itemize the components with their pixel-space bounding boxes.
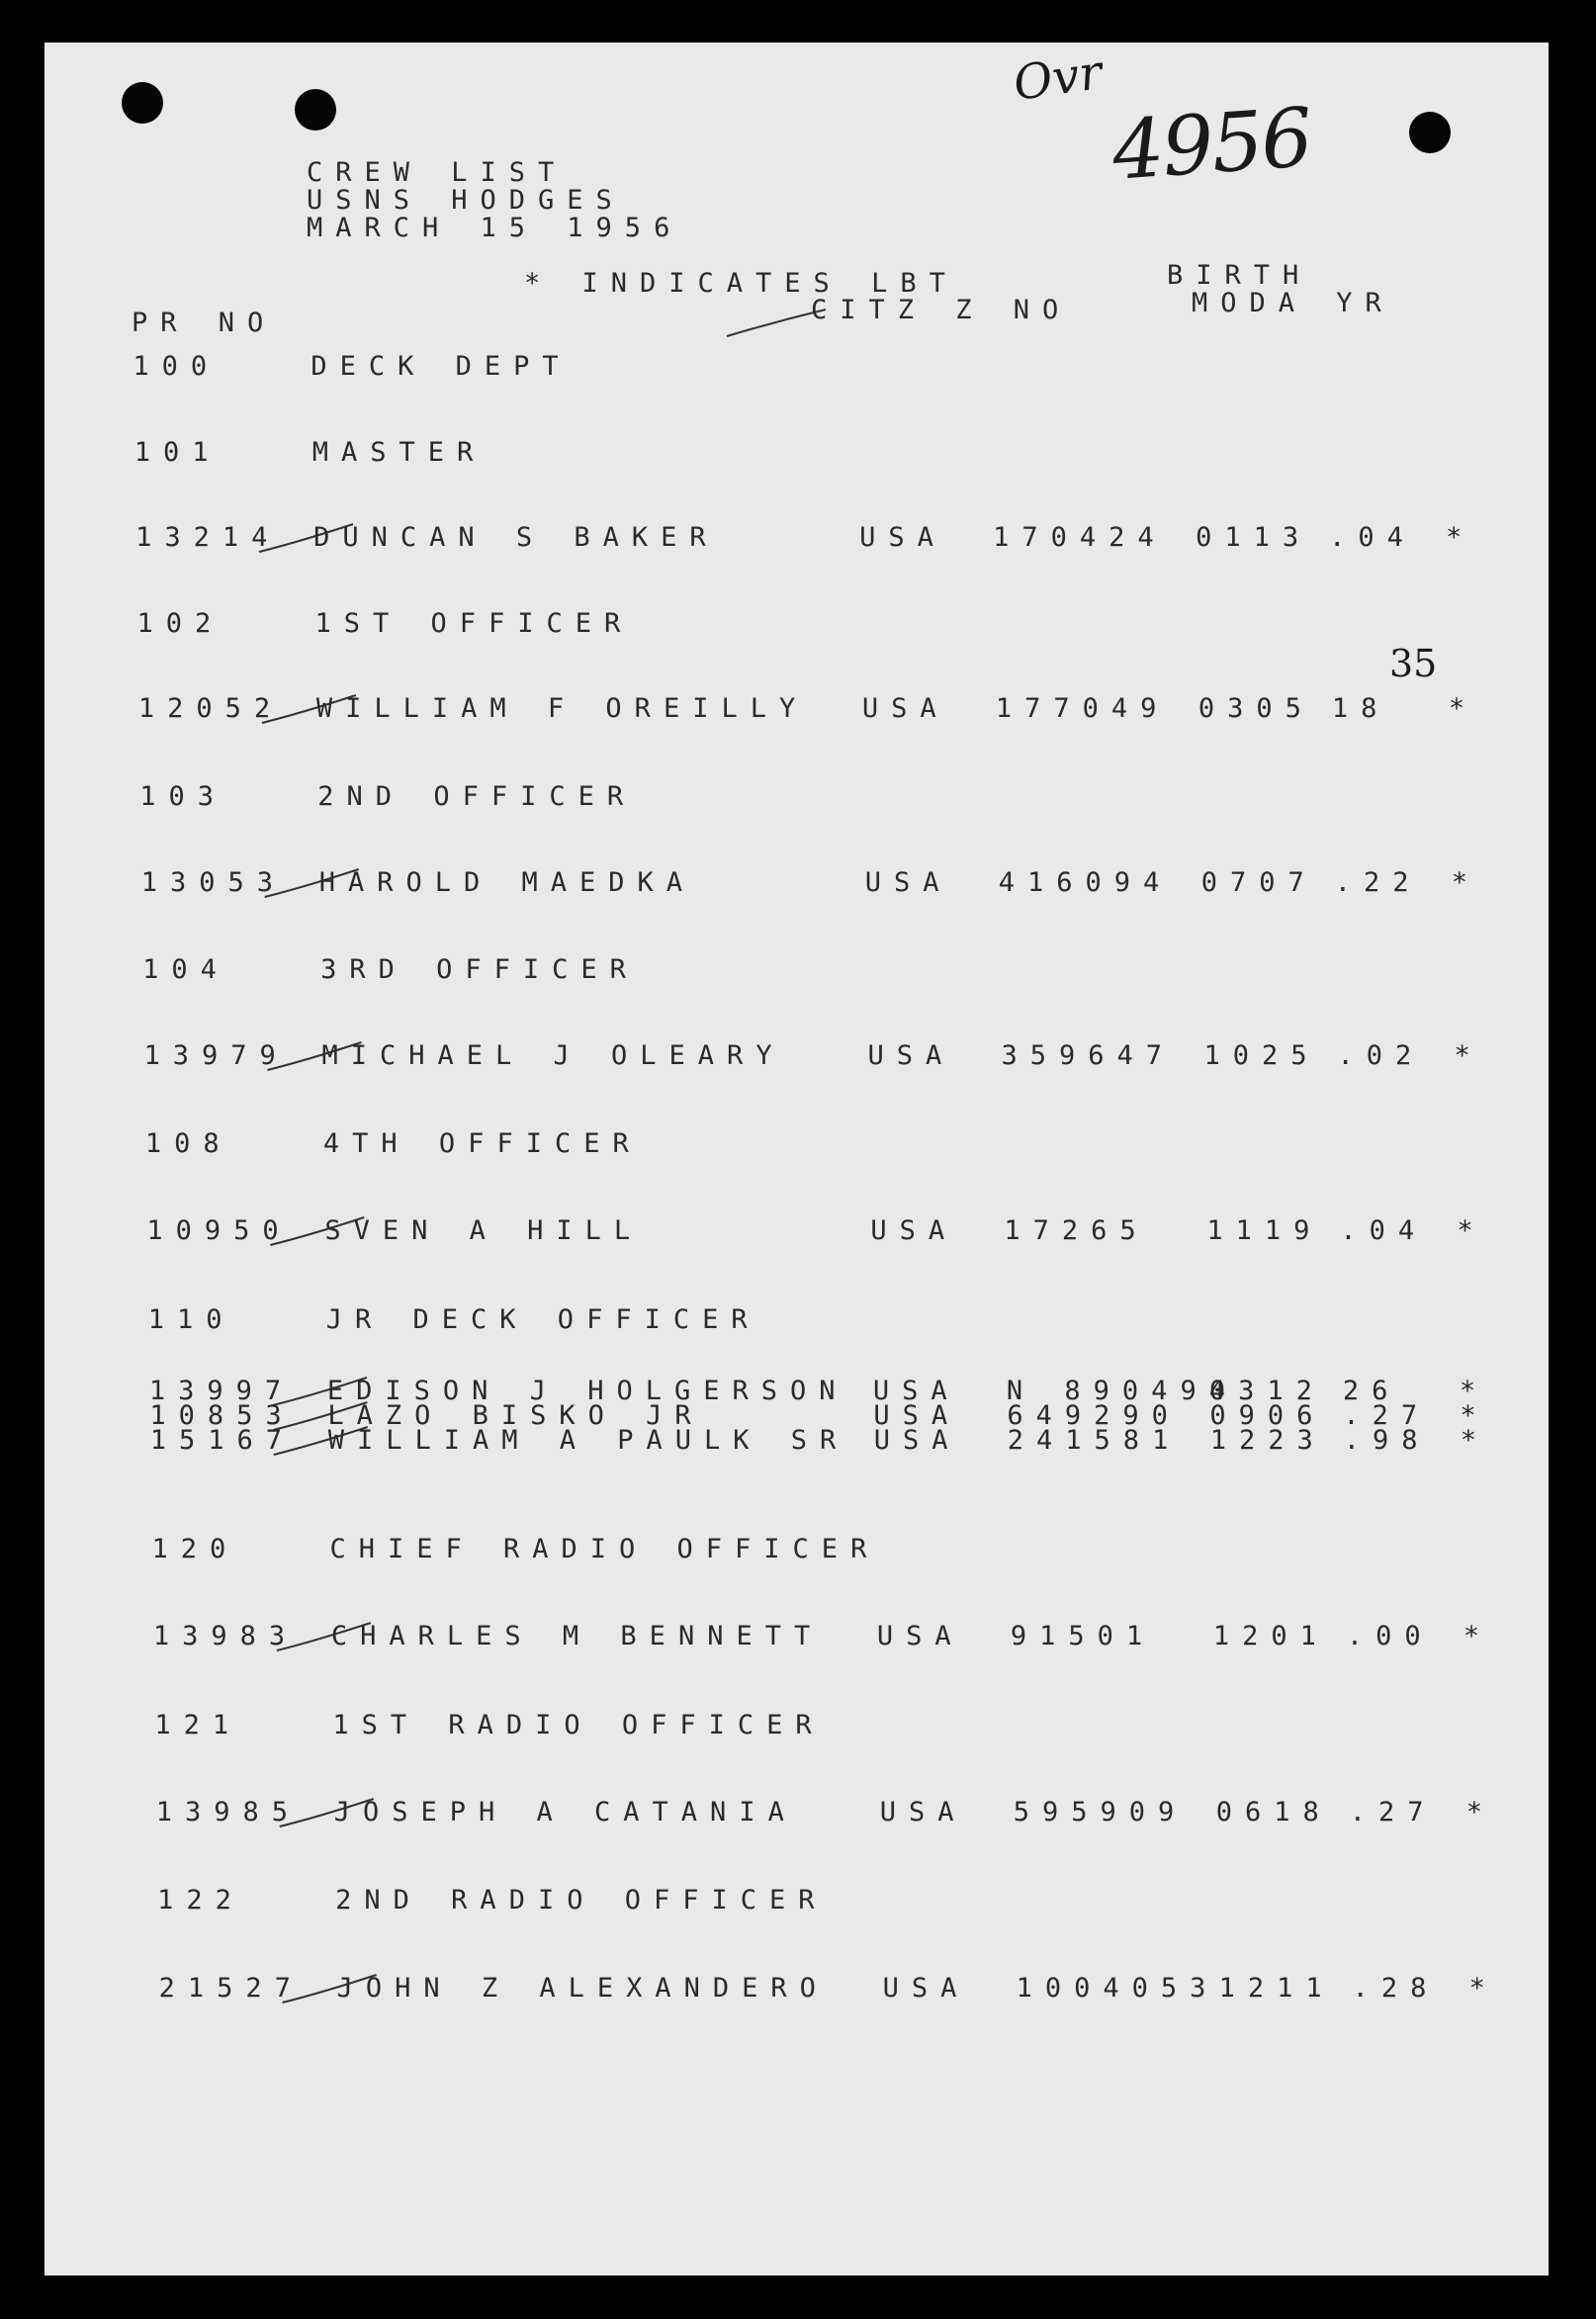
birth-year: .22 — [1334, 867, 1422, 898]
birth-year: .98 — [1343, 1425, 1431, 1456]
lbt-indicator: * — [1465, 1797, 1495, 1828]
crew-name: JOSEPH A CATANIA — [333, 1797, 797, 1828]
pr-number: 104 — [142, 954, 229, 985]
header-citz-z-no: CITZ Z NO — [811, 295, 1072, 325]
header-moda-yr: MODA YR — [1192, 288, 1394, 318]
crew-name: SVEN A HILL — [324, 1215, 644, 1246]
pr-number: 10950 — [146, 1215, 292, 1246]
lbt-indicator: * — [1448, 693, 1478, 724]
pr-number: 13214 — [135, 522, 281, 553]
header-pr-no: PR NO — [132, 308, 277, 338]
page-number: 35 — [1389, 642, 1438, 685]
pr-number: 120 — [151, 1534, 239, 1564]
header-crew-list: CREW LIST — [307, 157, 568, 188]
pr-number: 13985 — [155, 1797, 302, 1828]
citizenship: USA — [861, 693, 949, 724]
header-birth: BIRTH — [1167, 260, 1312, 291]
section-title: 1ST OFFICER — [314, 608, 634, 639]
birth-moda: 0312 — [1208, 1376, 1325, 1406]
crew-name: JOHN Z ALEXANDERO — [336, 1973, 829, 2004]
crew-name: MICHAEL J OLEARY — [321, 1040, 785, 1071]
crew-name: CHARLES M BENNETT — [330, 1621, 824, 1651]
birth-moda: 0305 — [1197, 693, 1314, 724]
pr-number: 21527 — [158, 1973, 304, 2004]
pr-number: 110 — [147, 1304, 235, 1335]
section-title: JR DECK OFFICER — [325, 1304, 760, 1335]
citizenship: USA — [872, 1376, 960, 1406]
birth-moda: 1201 — [1212, 1621, 1329, 1651]
crew-name: WILLIAM F OREILLY — [315, 693, 809, 724]
lbt-indicator: * — [1457, 1215, 1486, 1246]
birth-moda: 1025 — [1203, 1040, 1320, 1071]
citizenship: USA — [879, 1797, 967, 1828]
citizenship: USA — [870, 1215, 958, 1246]
handwritten-mark: Ovr — [1010, 45, 1106, 112]
birth-year: 18 — [1331, 693, 1390, 724]
section-title: 2ND RADIO OFFICER — [335, 1885, 828, 1916]
handwritten-check-marks — [44, 43, 1549, 2275]
birth-year: 26 — [1342, 1376, 1401, 1406]
lbt-indicator: * — [1463, 1621, 1493, 1651]
z-number: 241581 — [1007, 1425, 1182, 1456]
birth-moda: 0113 — [1196, 522, 1312, 553]
section-title: 4TH OFFICER — [322, 1128, 642, 1159]
z-number: N 890494 — [1006, 1376, 1238, 1406]
pr-number: 102 — [136, 608, 224, 639]
z-number: 177049 — [995, 693, 1170, 724]
birth-year: .02 — [1337, 1040, 1425, 1071]
citizenship: USA — [864, 867, 952, 898]
section-title: MASTER — [311, 437, 487, 468]
pr-number: 13053 — [140, 867, 286, 898]
pr-number: 101 — [133, 437, 222, 468]
pr-number: 13983 — [152, 1621, 299, 1651]
header-date: MARCH 15 1956 — [307, 213, 683, 243]
crew-name: WILLIAM A PAULK SR — [327, 1425, 849, 1456]
z-number: 359647 — [1001, 1040, 1176, 1071]
birth-year: .28 — [1352, 1973, 1440, 2004]
citizenship: USA — [882, 1973, 970, 2004]
lbt-indicator: * — [1460, 1400, 1489, 1431]
pr-number: 10853 — [149, 1400, 295, 1431]
pr-number: 108 — [144, 1128, 232, 1159]
pr-number: 100 — [133, 351, 221, 382]
document-page — [44, 43, 1549, 2275]
citizenship: USA — [876, 1621, 964, 1651]
citizenship: USA — [873, 1400, 961, 1431]
pr-number: 122 — [157, 1885, 244, 1916]
birth-moda: 0707 — [1200, 867, 1317, 898]
birth-year: .27 — [1349, 1797, 1437, 1828]
pr-number: 13997 — [148, 1376, 295, 1406]
section-title: 1ST RADIO OFFICER — [332, 1710, 825, 1740]
pr-number: 121 — [154, 1710, 242, 1740]
birth-year: .04 — [1329, 522, 1416, 553]
z-number: 416094 — [998, 867, 1173, 898]
pr-number: 13979 — [143, 1040, 289, 1071]
birth-moda: 0618 — [1215, 1797, 1332, 1828]
lbt-indicator: * — [1468, 1973, 1498, 2004]
section-title: DECK DEPT — [310, 351, 572, 382]
handwritten-doc-number: 4956 — [1108, 91, 1314, 199]
section-title: CHIEF RADIO OFFICER — [329, 1534, 880, 1564]
header-ship-name: USNS HODGES — [307, 185, 625, 216]
pr-number: 103 — [139, 781, 227, 812]
z-number: 1004053 — [1016, 1973, 1219, 2004]
birth-year: .27 — [1343, 1400, 1431, 1431]
citizenship: USA — [867, 1040, 955, 1071]
z-number: 91501 — [1010, 1621, 1156, 1651]
crew-name: HAROLD MAEDKA — [318, 867, 696, 898]
lbt-indicator: * — [1454, 1040, 1483, 1071]
birth-moda: 1119 — [1206, 1215, 1323, 1246]
z-number: 17265 — [1004, 1215, 1149, 1246]
lbt-indicator: * — [1460, 1425, 1489, 1456]
z-number: 595909 — [1013, 1797, 1188, 1828]
crew-name: LAZO BISKO JR — [327, 1400, 704, 1431]
z-number: 649290 — [1007, 1400, 1181, 1431]
section-title: 3RD OFFICER — [320, 954, 639, 985]
birth-moda: 1211 — [1218, 1973, 1335, 2004]
lbt-indicator: * — [1459, 1376, 1489, 1406]
pr-number: 12052 — [137, 693, 284, 724]
z-number: 170424 — [993, 522, 1167, 553]
birth-moda: 1223 — [1209, 1425, 1326, 1456]
pr-number: 15167 — [149, 1425, 295, 1456]
birth-year: .00 — [1346, 1621, 1434, 1651]
birth-moda: 0906 — [1209, 1400, 1326, 1431]
citizenship: USA — [859, 522, 946, 553]
birth-year: .04 — [1340, 1215, 1428, 1246]
crew-name: EDISON J HOLGERSON — [326, 1376, 848, 1406]
crew-name: DUNCAN S BAKER — [313, 522, 719, 553]
header-indicates-lbt: * INDICATES LBT — [524, 268, 958, 299]
citizenship: USA — [873, 1425, 961, 1456]
lbt-indicator: * — [1446, 522, 1475, 553]
section-title: 2ND OFFICER — [317, 781, 637, 812]
lbt-indicator: * — [1451, 867, 1480, 898]
